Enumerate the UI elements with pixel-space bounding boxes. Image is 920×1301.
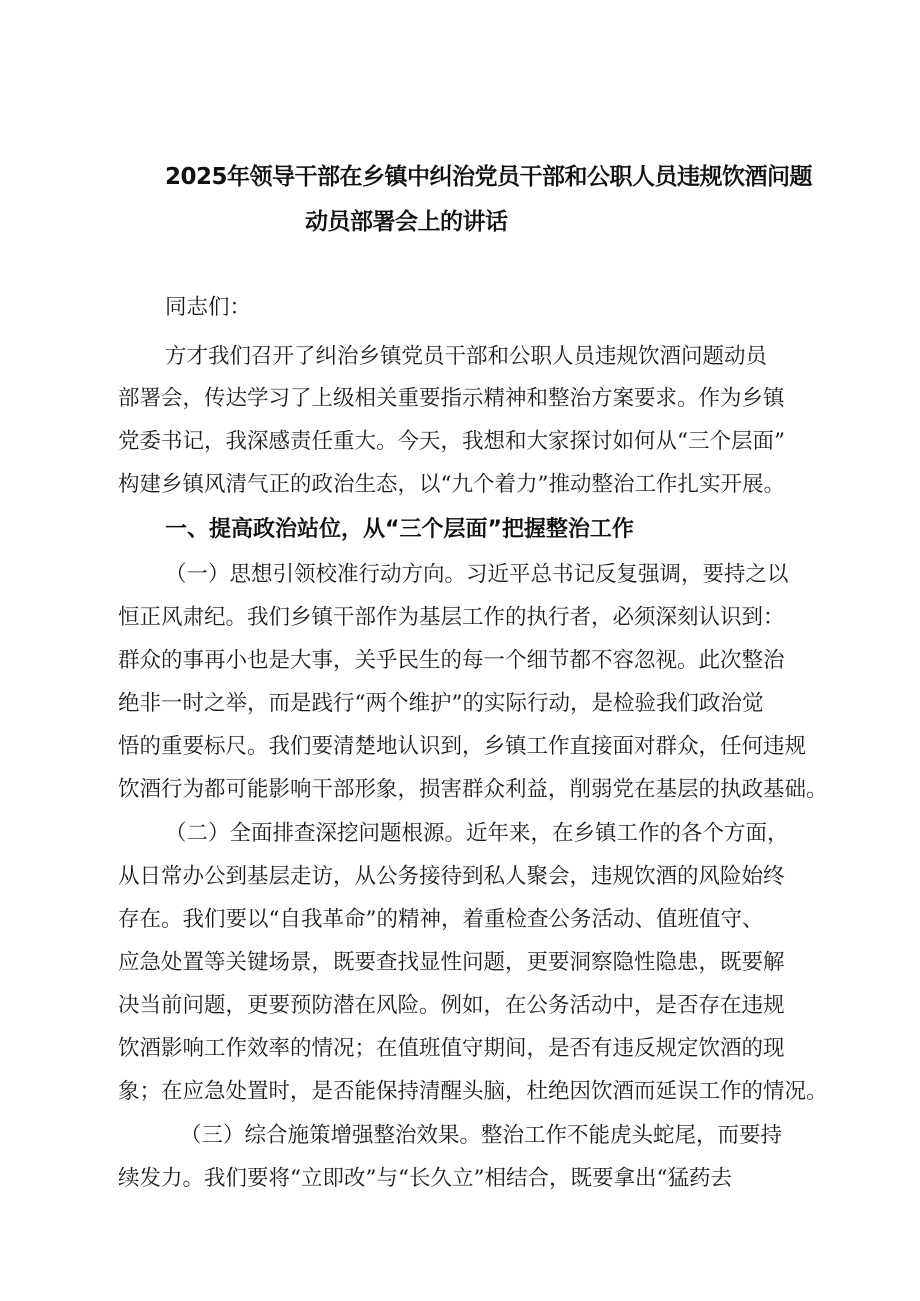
paragraph-line: （二）全面排查深挖问题根源。近年来，在乡镇工作的各个方面，	[165, 821, 789, 846]
paragraph-line: （三）综合施策增强整治效果。整治工作不能虎头蛇尾，而要持	[180, 1123, 783, 1148]
section-heading: 一、提高政治站位，从“三个层面”把握整治工作	[165, 517, 634, 542]
paragraph-line: 存在。我们要以“自我革命”的精神，着重检查公务活动、值班值守、	[118, 907, 764, 932]
paragraph-line: 饮酒影响工作效率的情况；在值班值守期间，是否有违反规定饮酒的现	[118, 1036, 785, 1061]
paragraph-line: 恒正风肃纪。我们乡镇干部作为基层工作的执行者，必须深刻认识到：	[118, 605, 785, 630]
paragraph-line: 群众的事再小也是大事，关乎民生的每一个细节都不容忽视。此次整治	[118, 648, 785, 673]
paragraph-line: 象；在应急处置时，是否能保持清醒头脑，杜绝因饮酒而延误工作的情况。	[118, 1079, 828, 1104]
paragraph-line: 决当前问题，更要预防潜在风险。例如，在公务活动中，是否存在违规	[118, 993, 785, 1018]
paragraph-line: 应急处置等关键场景，既要查找显性问题，更要洞察隐性隐患，既要解	[118, 950, 785, 975]
paragraph-line: 绝非一时之举，而是践行“两个维护”的实际行动，是检验我们政治觉	[118, 691, 764, 716]
intro-line: 部署会，传达学习了上级相关重要指示精神和整治方案要求。作为乡镇	[118, 386, 785, 411]
intro-line: 方才我们召开了纠治乡镇党员干部和公职人员违规饮酒问题动员	[165, 344, 768, 369]
intro-line: 党委书记，我深感责任重大。今天，我想和大家探讨如何从“三个层面”	[118, 429, 785, 454]
document-title-line-2: 动员部署会上的讲话	[305, 209, 508, 235]
intro-line: 构建乡镇风清气正的政治生态，以“九个着力”推动整治工作扎实开展。	[118, 472, 785, 497]
paragraph-line: 续发力。我们要将“立即改”与“长久立”相结合，既要拿出“猛药去	[118, 1166, 732, 1191]
paragraph-line: 从日常办公到基层走访，从公务接待到私人聚会，违规饮酒的风险始终	[118, 864, 785, 889]
paragraph-line: （一）思想引领校准行动方向。习近平总书记反复强调，要持之以	[165, 562, 789, 587]
salutation: 同志们：	[165, 295, 252, 320]
paragraph-line: 饮酒行为都可能影响干部形象，损害群众利益，削弱党在基层的执政基础。	[118, 777, 828, 802]
document-title-line-1: 2025年领导干部在乡镇中纠治党员干部和公职人员违规饮酒问题	[165, 164, 813, 190]
paragraph-line: 悟的重要标尺。我们要清楚地认识到，乡镇工作直接面对群众，任何违规	[118, 734, 807, 759]
